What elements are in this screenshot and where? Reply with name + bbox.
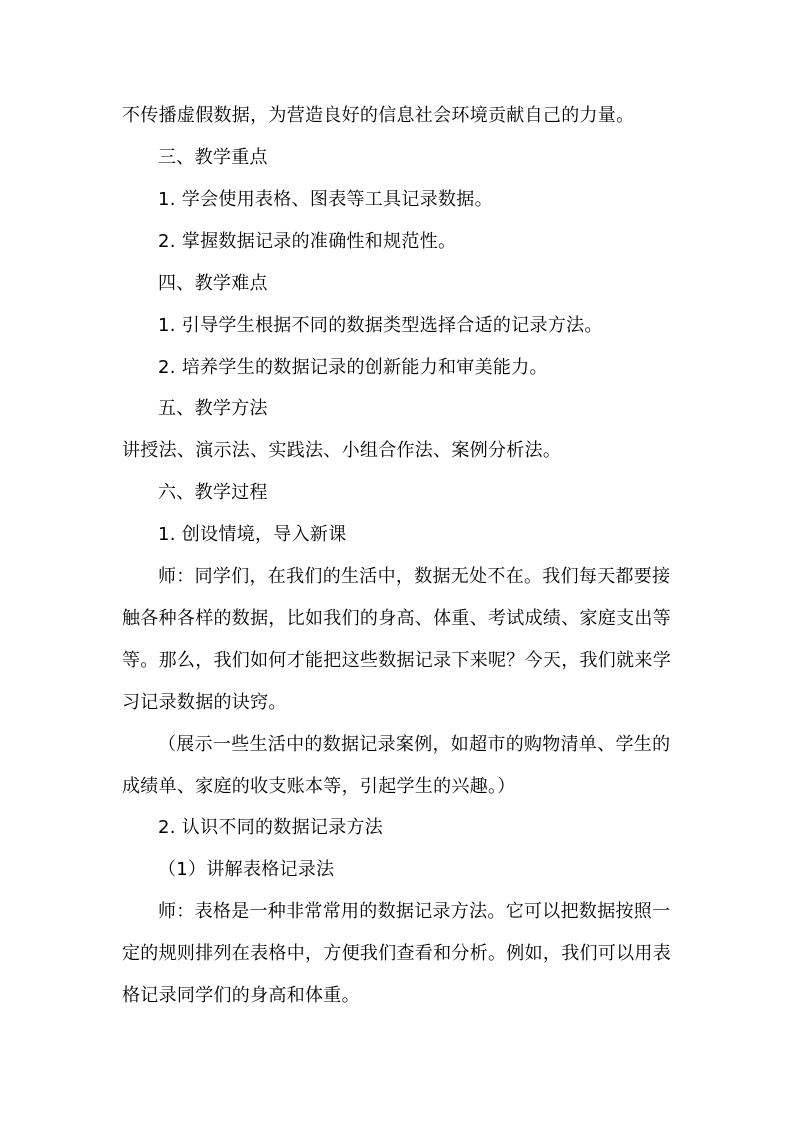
paragraph-line: （展示一些生活中的数据记录案例，如超市的购物清单、学生的 xyxy=(158,734,671,755)
text-line: 讲授法、演示法、实践法、小组合作法、案例分析法。 xyxy=(122,440,562,461)
paragraph-line: 格记录同学们的身高和体重。 xyxy=(122,985,360,1006)
list-item: 1. 学会使用表格、图表等工具记录数据。 xyxy=(158,189,493,210)
paragraph-line: 触各种各样的数据，比如我们的身高、体重、考试成绩、家庭支出等 xyxy=(122,608,671,629)
section-heading: 五、教学方法 xyxy=(158,398,268,419)
subsection-heading: （1）讲解表格记录法 xyxy=(158,859,335,880)
section-heading: 四、教学难点 xyxy=(158,273,268,294)
subsection-heading: 1. 创设情境，导入新课 xyxy=(158,524,347,545)
list-item: 2. 掌握数据记录的准确性和规范性。 xyxy=(158,231,457,252)
subsection-heading: 2. 认识不同的数据记录方法 xyxy=(158,817,384,838)
list-item: 2. 培养学生的数据记录的创新能力和审美能力。 xyxy=(158,357,548,378)
paragraph-line: 成绩单、家庭的收支账本等，引起学生的兴趣。） xyxy=(122,776,516,797)
text-line: 不传播虚假数据，为营造良好的信息社会环境贡献自己的力量。 xyxy=(122,105,635,126)
paragraph-line: 师：表格是一种非常常用的数据记录方法。它可以把数据按照一 xyxy=(158,901,671,922)
section-heading: 六、教学过程 xyxy=(158,482,268,503)
list-item: 1. 引导学生根据不同的数据类型选择合适的记录方法。 xyxy=(158,315,603,336)
section-heading: 三、教学重点 xyxy=(158,147,268,168)
paragraph-line: 定的规则排列在表格中，方便我们查看和分析。例如，我们可以用表 xyxy=(122,943,671,964)
paragraph-line: 习记录数据的诀窍。 xyxy=(122,692,287,713)
paragraph-line: 等。那么，我们如何才能把这些数据记录下来呢？今天，我们就来学 xyxy=(122,650,671,671)
paragraph-line: 师：同学们，在我们的生活中，数据无处不在。我们每天都要接 xyxy=(158,566,671,587)
